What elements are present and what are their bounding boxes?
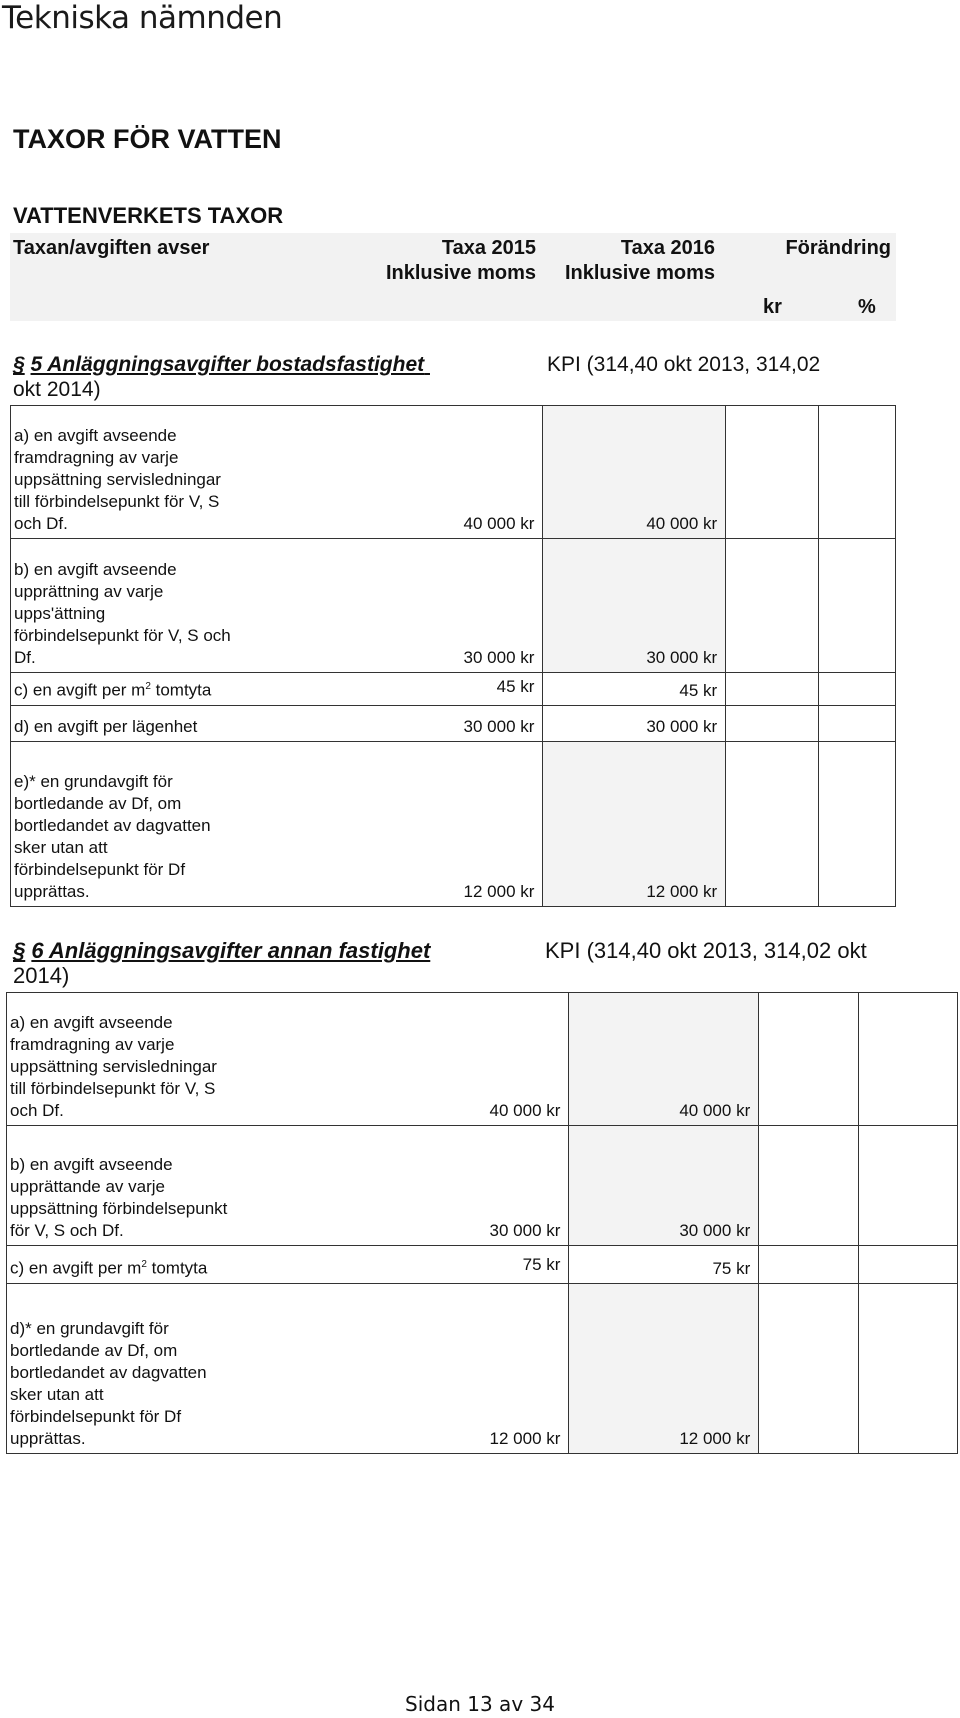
table-row bbox=[11, 706, 896, 742]
table-row bbox=[7, 1126, 958, 1246]
row-description: e)* en grundavgift för bortledande av Df, om bortledandet av dagvatten sker utan att förbindelsepunkt för Df upprättas. 12 000 kr bbox=[11, 742, 543, 907]
taxa2016-value: 30 000 kr bbox=[543, 539, 726, 673]
taxa2016-value: 12 000 kr bbox=[569, 1284, 759, 1454]
row-description: c) en avgift per $m^2$ tomtyta 75 kr bbox=[7, 1246, 569, 1284]
table-row bbox=[11, 742, 896, 907]
taxa2016-value: 75 kr bbox=[569, 1246, 759, 1284]
change-pct-cell bbox=[859, 1126, 958, 1246]
section5-kpi: KPI (314,40 okt 2013, 314,02 bbox=[547, 353, 821, 376]
table-row bbox=[11, 673, 896, 706]
change-kr-cell bbox=[726, 742, 819, 907]
table-row bbox=[7, 1246, 958, 1284]
section6-kpi-cont: 2014) bbox=[13, 963, 70, 988]
taxa2015-value: 30 000 kr bbox=[463, 717, 535, 736]
taxa2015-value: 12 000 kr bbox=[489, 1429, 561, 1448]
header-title: Tekniska nämnden bbox=[2, 0, 283, 36]
change-pct-cell bbox=[819, 673, 896, 706]
change-pct-cell bbox=[859, 993, 958, 1126]
taxa2015-value: 30 000 kr bbox=[463, 648, 535, 667]
row-description: d)* en grundavgift för bortledande av Df, om bortledandet av dagvatten sker utan att förbindelsepunkt för Df upprättas. 12 000 kr bbox=[7, 1284, 569, 1454]
taxa2015-value: 12 000 kr bbox=[463, 882, 535, 901]
taxa2015-value: 40 000 kr bbox=[463, 514, 535, 533]
column-header bbox=[10, 233, 896, 321]
page-number: Sidan 13 av 34 bbox=[405, 1692, 555, 1716]
section6-title: 6 Anläggningsavgifter annan fastighet bbox=[31, 938, 431, 963]
taxa2015-value: 45 kr bbox=[496, 677, 535, 697]
row-description: c) en avgift per $m^2$ tomtyta 45 kr bbox=[11, 673, 543, 706]
taxa2015-value: 40 000 kr bbox=[489, 1101, 561, 1120]
change-kr-cell bbox=[726, 673, 819, 706]
document-title: TAXOR FÖR VATTEN bbox=[13, 124, 282, 154]
table-row bbox=[11, 539, 896, 673]
taxa2016-value: 12 000 kr bbox=[543, 742, 726, 907]
change-kr-cell bbox=[759, 1126, 859, 1246]
table-row bbox=[7, 993, 958, 1126]
document-subtitle: VATTENVERKETS TAXOR bbox=[13, 203, 284, 228]
section6-table bbox=[6, 992, 958, 1454]
column-unit-kr: kr bbox=[763, 296, 782, 318]
change-pct-cell bbox=[819, 706, 896, 742]
column-taxa2015-l2: Inklusive moms bbox=[385, 262, 536, 284]
column-taxa2015-l1: Taxa 2015 bbox=[441, 237, 536, 259]
taxa2016-value: 40 000 kr bbox=[543, 406, 726, 539]
taxa2016-value: 40 000 kr bbox=[569, 993, 759, 1126]
change-kr-cell bbox=[726, 706, 819, 742]
taxa2016-value: 30 000 kr bbox=[569, 1126, 759, 1246]
section-symbol: § bbox=[13, 938, 26, 963]
column-change: Förändring bbox=[785, 237, 891, 259]
column-description: Taxan/avgiften avser bbox=[13, 237, 210, 259]
taxa2015-value: 30 000 kr bbox=[489, 1221, 561, 1240]
section-symbol: § bbox=[13, 353, 25, 376]
table-row bbox=[7, 1284, 958, 1454]
change-pct-cell bbox=[859, 1246, 958, 1284]
taxa2016-value: 30 000 kr bbox=[543, 706, 726, 742]
change-kr-cell bbox=[759, 993, 859, 1126]
change-kr-cell bbox=[726, 406, 819, 539]
section6-kpi: KPI (314,40 okt 2013, 314,02 okt bbox=[545, 938, 867, 963]
change-pct-cell bbox=[819, 539, 896, 673]
change-pct-cell bbox=[819, 742, 896, 907]
section5-heading bbox=[13, 352, 893, 402]
taxa2016-value: 45 kr bbox=[543, 673, 726, 706]
section5-table bbox=[10, 405, 896, 907]
change-kr-cell bbox=[726, 539, 819, 673]
row-description: b) en avgift avseende upprättning av varje upps'ättning förbindelsepunkt för V, S och Df. 30 000 kr bbox=[11, 539, 543, 673]
column-unit-pct: % bbox=[858, 296, 876, 318]
section5-kpi-cont: okt 2014) bbox=[13, 378, 101, 401]
change-kr-cell bbox=[759, 1284, 859, 1454]
underline-filler bbox=[424, 352, 484, 377]
change-kr-cell bbox=[759, 1246, 859, 1284]
row-description: a) en avgift avseende framdragning av varje uppsättning servisledningar till förbindelsepunkt för V, S och Df. 40 000 kr bbox=[11, 406, 543, 539]
change-pct-cell bbox=[859, 1284, 958, 1454]
change-pct-cell bbox=[819, 406, 896, 539]
column-taxa2016-l2: Inklusive moms bbox=[564, 262, 715, 284]
row-description: d) en avgift per lägenhet 30 000 kr bbox=[11, 706, 543, 742]
section6-heading bbox=[13, 938, 903, 988]
table-row bbox=[11, 406, 896, 539]
row-description: b) en avgift avseende upprättande av varje uppsättning förbindelsepunkt för V, S och Df. 30 000 kr bbox=[7, 1126, 569, 1246]
section5-title: 5 Anläggningsavgifter bostadsfastighet bbox=[30, 353, 425, 376]
row-description: a) en avgift avseende framdragning av varje uppsättning servisledningar till förbindelsepunkt för V, S och Df. 40 000 kr bbox=[7, 993, 569, 1126]
taxa2015-value: 75 kr bbox=[522, 1255, 561, 1275]
column-taxa2016-l1: Taxa 2016 bbox=[620, 237, 715, 259]
